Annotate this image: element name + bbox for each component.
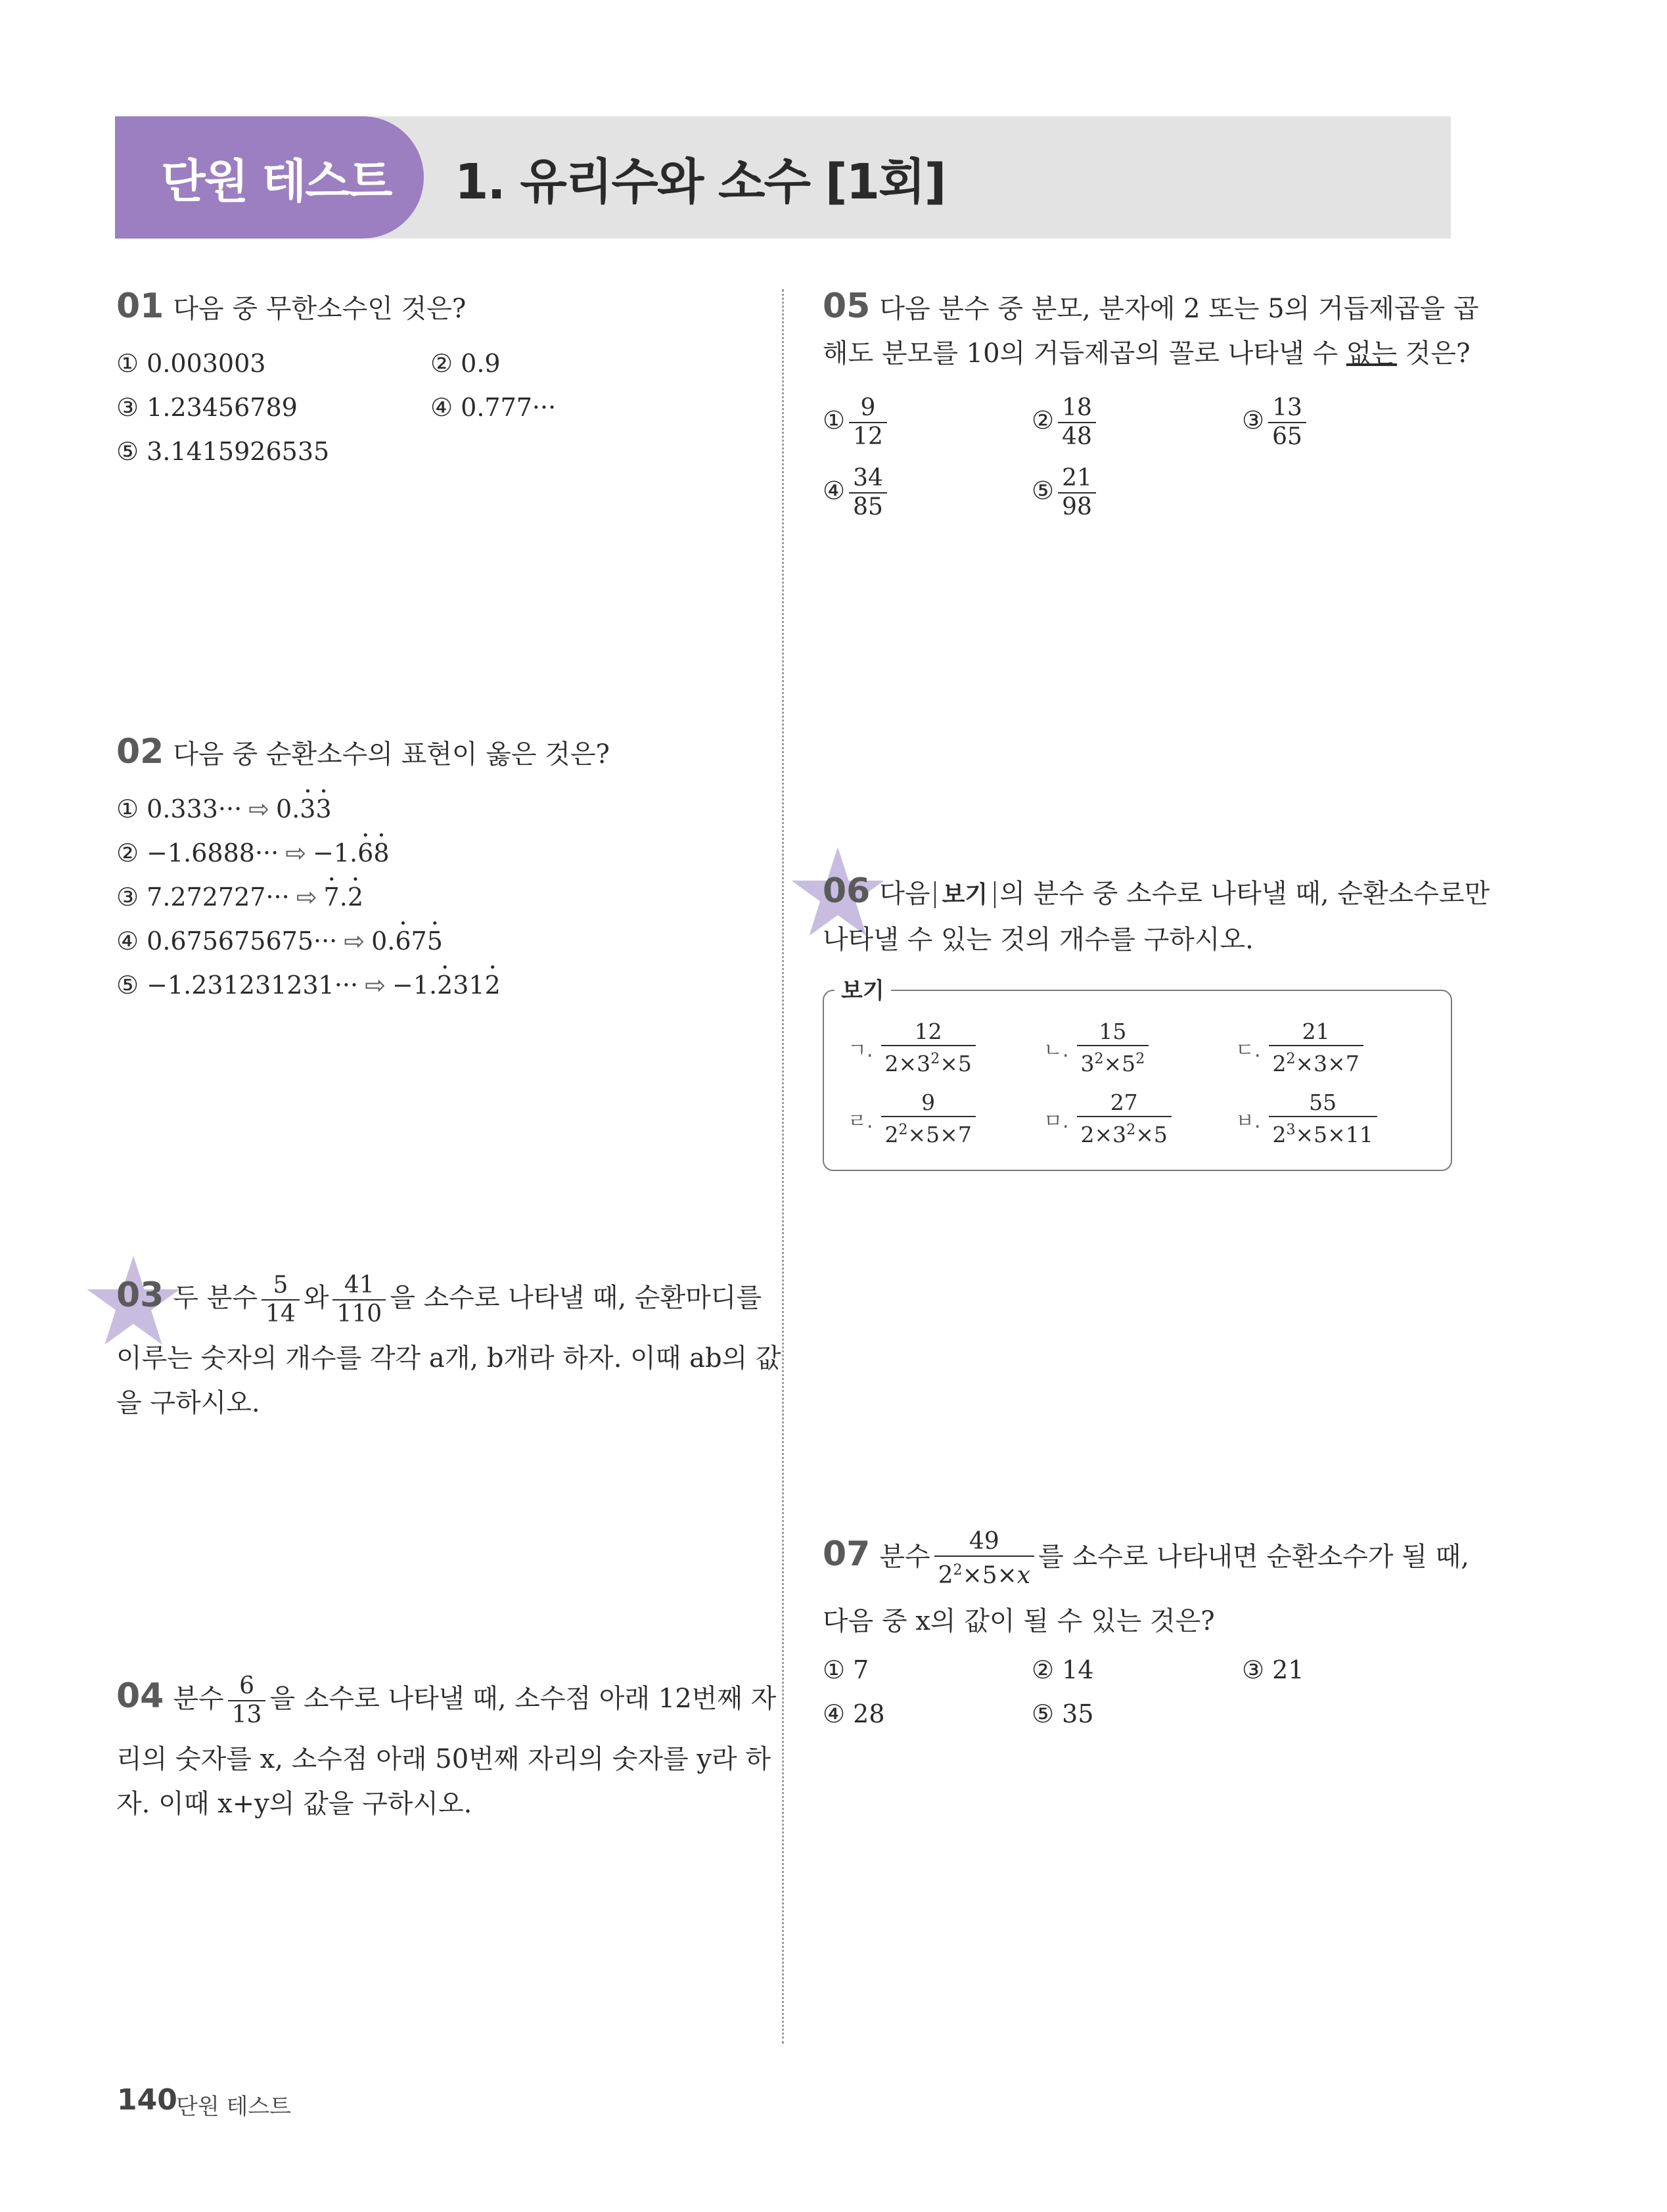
choice-4[interactable] [116, 919, 443, 963]
choice-left: ⑤ −1.231231231··· [116, 971, 359, 1000]
arrow-icon: ⇨ [285, 839, 307, 867]
question-number: 06 [823, 871, 871, 911]
underlined-text: 없는 [1346, 338, 1398, 369]
question-text: 다음 중 순환소수의 표현이 옳은 것은? [173, 739, 610, 770]
choice-5[interactable]: ⑤ 3.1415926535 [116, 437, 330, 466]
choice-2[interactable]: ② 14 [1032, 1655, 1094, 1684]
bogi-tag: 보기 [934, 881, 996, 908]
choice-2[interactable]: ② $\frac{18}{48}$ [1032, 394, 1100, 451]
column-divider [782, 289, 784, 2044]
arrow-icon: ⇨ [248, 795, 270, 823]
choice-right: 0.• 67• 5 [371, 927, 443, 956]
choice-left: ① 0.333··· [116, 795, 242, 823]
bogi-box-label: 보기 [834, 973, 891, 1005]
question-03 [116, 1272, 781, 1425]
question-number: 03 [116, 1276, 164, 1315]
bogi-item: ㄷ. $\frac{21}{2^2\times 3\times 7}$ [1235, 1019, 1367, 1077]
text: 와 [303, 1283, 329, 1313]
bogi-item: ㄱ. $\frac{12}{2\times 3^2\times 5}$ [848, 1019, 980, 1077]
page-number: 140 [117, 2083, 177, 2117]
text: 의 분수 중 소수로 나타낼 때, 순환소수로만 [999, 879, 1490, 909]
choice-1[interactable]: ① 0.003003 [116, 349, 266, 378]
question-line-2: 나타낼 수 있는 것의 개수를 구하시오. [823, 925, 1254, 955]
question-04 [116, 1672, 776, 1826]
text: 을 소수로 나타낼 때, 순환마디를 [390, 1283, 762, 1313]
choice-5[interactable] [116, 963, 501, 1007]
question-number: 05 [823, 287, 871, 326]
question-number: 07 [823, 1534, 871, 1574]
page-title: 1. 유리수와 소수 [1회] [455, 154, 946, 210]
bogi-item: ㅁ. $\frac{27}{2\times 3^2\times 5}$ [1043, 1090, 1176, 1148]
question-line-3: 자. 이때 x+y의 값을 구하시오. [116, 1789, 472, 1819]
choice-5[interactable]: ⑤ 35 [1032, 1699, 1094, 1728]
question-text: 다음 분수 중 분모, 분자에 2 또는 5의 거듭제곱을 곱 [879, 294, 1479, 324]
choice-right: −1.• 6• 8 [313, 839, 389, 867]
text: 것은? [1397, 338, 1471, 369]
bogi-item: ㅂ. $\frac{55}{2^3\times 5\times 11}$ [1235, 1090, 1381, 1148]
choice-right: 0.• 3• 3 [276, 795, 332, 823]
question-text: 다음 중 무한소수인 것은? [173, 294, 467, 324]
question-text: 분수 [173, 1684, 224, 1714]
question-number: 01 [116, 287, 164, 326]
fraction: $\frac{5}{14}$ [262, 1272, 300, 1328]
choice-2[interactable] [116, 831, 390, 875]
choice-3[interactable]: ③ $\frac{13}{65}$ [1242, 394, 1310, 451]
choice-left: ③ 7.272727··· [116, 883, 290, 911]
text: 을 소수로 나타낼 때, 소수점 아래 12번째 자 [269, 1684, 777, 1714]
choice-5[interactable]: ⑤ $\frac{21}{98}$ [1032, 465, 1100, 521]
choice-2[interactable]: ② 0.9 [430, 349, 501, 378]
arrow-icon: ⇨ [365, 971, 386, 1000]
question-text: 다음 [879, 879, 930, 909]
choice-right: −1.• 231• 2 [392, 971, 501, 1000]
choice-1[interactable]: ① $\frac{9}{12}$ [823, 394, 891, 451]
question-line-2: 리의 숫자를 x, 소수점 아래 50번째 자리의 숫자를 y라 하 [116, 1744, 771, 1774]
bogi-item: ㄴ. $\frac{15}{3^2\times 5^2}$ [1043, 1019, 1153, 1077]
arrow-icon: ⇨ [344, 927, 365, 956]
question-line-2: 다음 중 x의 값이 될 수 있는 것은? [823, 1606, 1215, 1636]
question-text: 두 분수 [173, 1283, 258, 1313]
fraction: $\frac{41}{110}$ [332, 1272, 386, 1328]
question-07 [823, 1528, 1469, 1644]
fraction: $\frac{49}{2^2\times 5\times x}$ [934, 1528, 1034, 1590]
question-line-2: 이루는 숫자의 개수를 각각 a개, b개라 하자. 이때 ab의 값 [116, 1343, 781, 1373]
question-text: 분수 [879, 1542, 930, 1572]
arrow-icon: ⇨ [296, 883, 317, 911]
question-05 [823, 284, 1479, 376]
question-line-3: 을 구하시오. [116, 1388, 260, 1418]
choice-1[interactable]: ① 7 [823, 1655, 869, 1684]
choice-3[interactable]: ③ 21 [1242, 1655, 1304, 1684]
choice-4[interactable]: ④ 0.777··· [430, 393, 557, 422]
fraction: $\frac{6}{13}$ [228, 1672, 266, 1729]
choice-4[interactable]: ④ 28 [823, 1699, 885, 1728]
question-number: 04 [116, 1676, 164, 1716]
text: 를 소수로 나타내면 순환소수가 될 때, [1038, 1542, 1469, 1572]
choice-left: ② −1.6888··· [116, 839, 279, 867]
question-number: 02 [116, 732, 164, 772]
question-01 [116, 284, 466, 331]
question-06 [823, 869, 1490, 962]
choice-right: • 7.• 2 [324, 883, 363, 911]
text: 해도 분모를 10의 거듭제곱의 꼴로 나타낼 수 [823, 338, 1346, 369]
choice-3[interactable]: ③ 1.23456789 [116, 393, 298, 422]
choice-3[interactable] [116, 875, 363, 919]
footer-label: 단원 테스트 [176, 2094, 292, 2120]
choice-1[interactable] [116, 787, 332, 831]
header-tab-label: 단원 테스트 [161, 154, 392, 208]
question-02 [116, 729, 610, 777]
choice-left: ④ 0.675675675··· [116, 927, 338, 956]
choice-4[interactable]: ④ $\frac{34}{85}$ [823, 465, 891, 521]
bogi-item: ㄹ. $\frac{9}{2^2\times 5\times 7}$ [848, 1090, 980, 1148]
